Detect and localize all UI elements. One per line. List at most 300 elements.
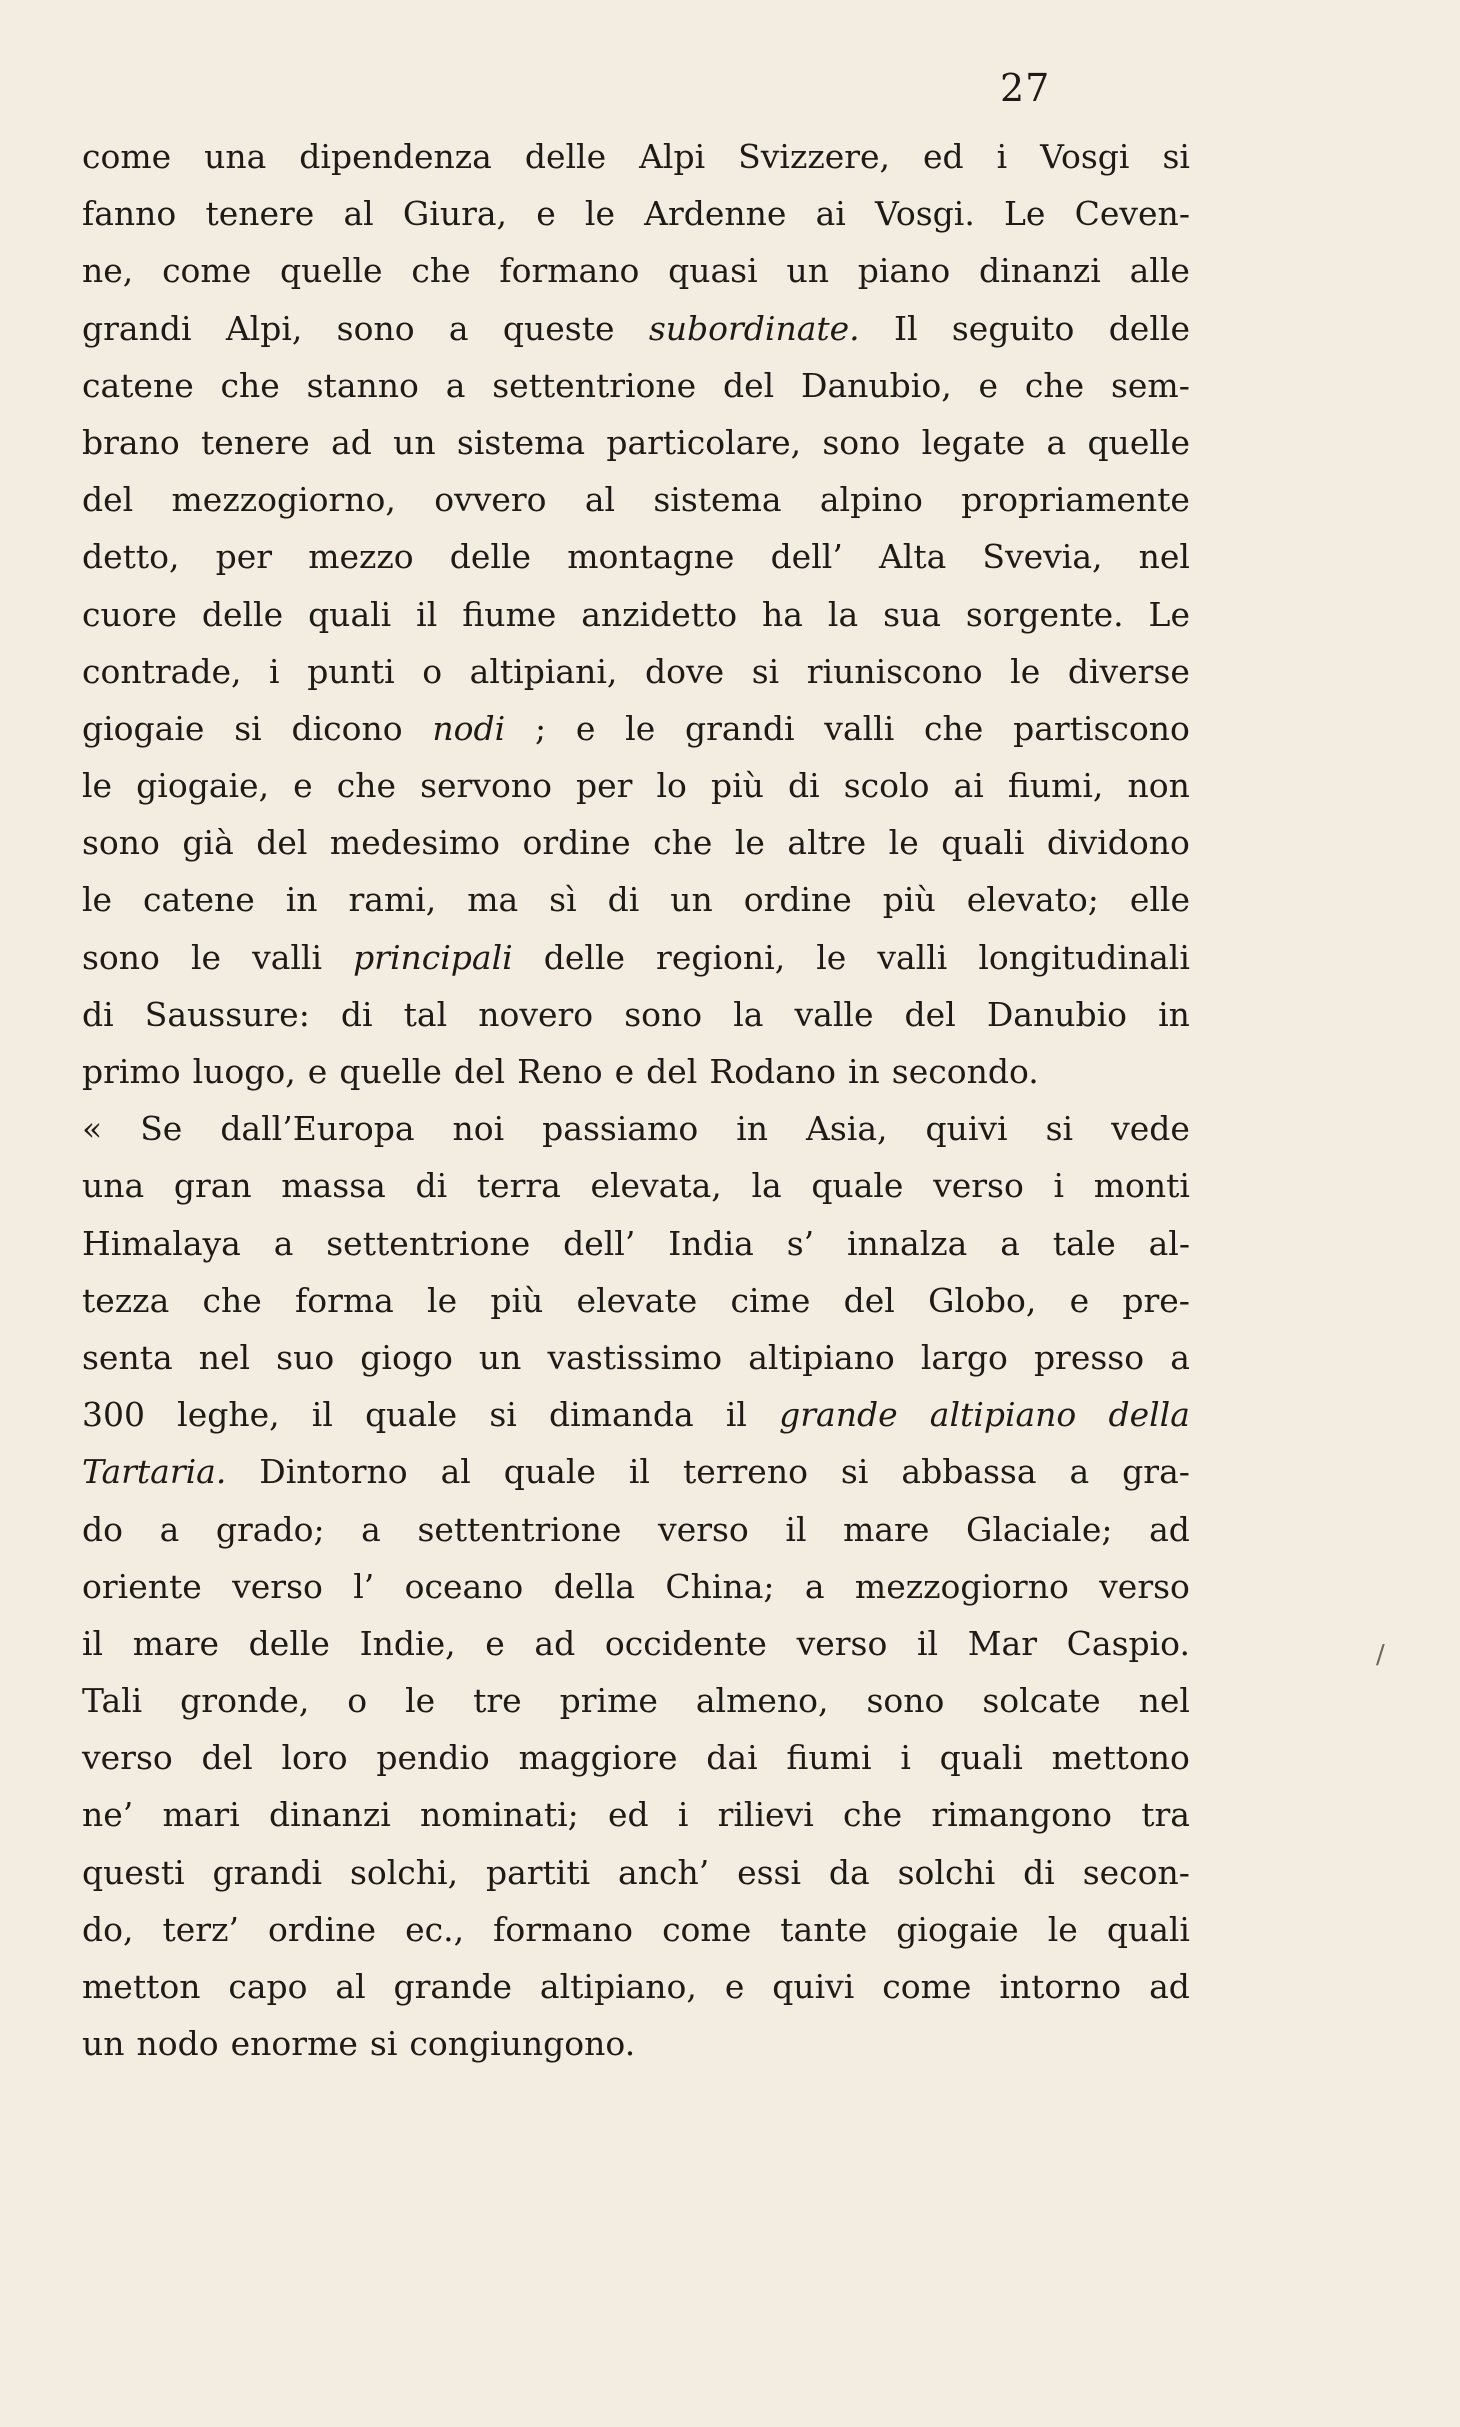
word: Le [1148, 594, 1190, 634]
word: delle [201, 594, 284, 634]
word: mezzo [308, 537, 414, 577]
word: il [725, 1395, 747, 1435]
text-line [82, 814, 1190, 871]
word: Glaciale; [965, 1509, 1113, 1549]
word: solchi, [349, 1852, 459, 1892]
word: gronde, [180, 1681, 310, 1721]
word: un [478, 1337, 522, 1377]
word: si [1045, 1109, 1074, 1149]
word: più [882, 880, 936, 920]
word: sono [82, 937, 160, 977]
word: secondo. [891, 1052, 1039, 1091]
word: solchi [897, 1852, 996, 1892]
word: primo [82, 1052, 181, 1091]
word: a [448, 308, 469, 348]
word: Vosgi [1040, 137, 1130, 176]
word: mare [843, 1509, 930, 1549]
word: e [724, 1967, 745, 2006]
word: quale [811, 1166, 904, 1206]
word: verso [1099, 1566, 1190, 1606]
word: delle [1108, 308, 1190, 348]
word: le [734, 823, 765, 863]
word: pendio [376, 1738, 490, 1778]
word: a [445, 365, 466, 405]
word: grandi [212, 1852, 323, 1892]
word: longitudinali [978, 937, 1190, 977]
word: Tali [82, 1681, 143, 1721]
text-line [82, 1329, 1190, 1386]
text-line [82, 929, 1190, 986]
word: Se [140, 1109, 183, 1149]
word: quasi [668, 251, 758, 291]
text-line [82, 1901, 1190, 1958]
word: una [82, 1166, 145, 1206]
word: che [653, 823, 713, 863]
word: giogaie [896, 1909, 1019, 1949]
word: pre- [1122, 1280, 1190, 1320]
word: ad [534, 1623, 576, 1663]
word: quivi [925, 1109, 1008, 1149]
word: Alpi [639, 137, 706, 176]
word: elevato; [966, 880, 1099, 920]
word: quivi [772, 1967, 855, 2006]
word: quelle [339, 1052, 442, 1091]
word: come [662, 1909, 752, 1949]
word: la [827, 594, 859, 634]
word: metton [82, 1967, 201, 2006]
word: punti [307, 651, 395, 691]
word: del [723, 365, 775, 405]
word: che [202, 1280, 262, 1320]
word: scolo [843, 766, 930, 806]
word: giogaie [82, 708, 205, 748]
word: terreno [682, 1452, 808, 1492]
word: Svevia, [982, 537, 1103, 577]
word: i [1053, 1166, 1065, 1206]
word: alpino [819, 480, 923, 520]
word: un [670, 880, 713, 920]
word: di [340, 994, 373, 1034]
word: luogo, [192, 1052, 296, 1091]
word: della [1108, 1395, 1190, 1435]
word: non [1127, 766, 1190, 806]
word: anch’ [618, 1852, 710, 1892]
word: noi [452, 1109, 505, 1149]
word: giogaie, [136, 766, 270, 806]
word: dinanzi [979, 251, 1101, 291]
word: cuore [82, 594, 177, 634]
text-line [82, 1443, 1190, 1500]
word: che [924, 708, 984, 748]
word: sem- [1110, 365, 1190, 405]
word: e [485, 1623, 505, 1663]
word: il [785, 1509, 807, 1549]
word: ne, [82, 251, 134, 291]
word: tenere [200, 422, 310, 462]
text-line [82, 1157, 1190, 1214]
text-line [82, 1672, 1190, 1729]
word: le [888, 823, 919, 863]
text-line [82, 1386, 1190, 1443]
word: ordine [267, 1909, 377, 1949]
word: sono [624, 994, 703, 1034]
word: formano [499, 251, 640, 291]
word: leghe, [177, 1395, 280, 1435]
word: del [201, 1738, 253, 1778]
word: diverse [1067, 651, 1190, 691]
text-line [82, 586, 1190, 643]
word: essi [737, 1852, 802, 1892]
word: si [751, 651, 780, 691]
word: largo [920, 1337, 1008, 1377]
word: Giura, [402, 194, 508, 234]
word: altipiano [748, 1337, 895, 1377]
word: partiti [485, 1852, 591, 1892]
word: verso [933, 1166, 1024, 1206]
word: Danubio [986, 994, 1128, 1034]
word: di [82, 994, 114, 1034]
word: dell’ [770, 537, 843, 577]
text-line [82, 1043, 1190, 1100]
word: 300 [82, 1395, 145, 1435]
word: ed [607, 1795, 649, 1835]
word: servono [420, 766, 552, 806]
word: e [536, 194, 556, 234]
word: del [453, 1052, 506, 1091]
word: a [361, 1509, 381, 1549]
word: che [842, 1795, 903, 1835]
word: dipendenza [299, 137, 492, 176]
word: contrade, [82, 651, 242, 691]
word: le [1047, 1909, 1078, 1949]
word: più [490, 1280, 544, 1320]
word: valli [824, 708, 895, 748]
word: detto, [82, 537, 180, 577]
word: di [1023, 1852, 1055, 1892]
word: dall’Europa [220, 1109, 415, 1149]
word: le [1010, 651, 1041, 691]
word: occidente [604, 1623, 767, 1663]
word: riuniscono [806, 651, 983, 691]
text-line [82, 871, 1190, 928]
word: s’ [786, 1223, 815, 1263]
word: mezzogiorno, [171, 480, 396, 520]
word: verso [796, 1623, 888, 1663]
word: mezzogiorno [854, 1566, 1069, 1606]
word: monti [1093, 1166, 1190, 1206]
word: nel [1138, 1681, 1190, 1721]
word: il [416, 594, 438, 634]
word: ne’ [82, 1795, 134, 1835]
word: nominati; [419, 1795, 579, 1835]
text-line [82, 643, 1190, 700]
word: medesimo [329, 823, 501, 863]
word: del [82, 480, 134, 520]
text-line [82, 2015, 1190, 2072]
word: i [996, 137, 1008, 176]
word: giogo [360, 1337, 453, 1377]
word: dimanda [549, 1395, 694, 1435]
word: do, [82, 1909, 134, 1949]
word: gra- [1122, 1452, 1190, 1492]
word: formano [493, 1909, 634, 1949]
word: tezza [82, 1280, 170, 1320]
word: che [411, 251, 471, 291]
word: di [415, 1166, 448, 1206]
word: ad [1149, 1509, 1190, 1549]
word: ; [534, 708, 547, 748]
word: enorme [230, 2024, 358, 2064]
word: ovvero [434, 480, 547, 520]
word: forma [294, 1280, 394, 1320]
word: Svizzere, [738, 137, 891, 176]
text-line [82, 986, 1190, 1043]
word: innalza [846, 1223, 968, 1263]
word: Tartaria. [82, 1452, 227, 1492]
word: quali [939, 1738, 1023, 1778]
word: sono [866, 1681, 945, 1721]
word: elevate [576, 1280, 698, 1320]
word: Alta [878, 537, 947, 577]
word: partiscono [1013, 708, 1190, 748]
word: ha [762, 594, 803, 634]
text-line [82, 185, 1190, 242]
word: quali [308, 594, 392, 634]
word: congiungono. [409, 2024, 636, 2064]
word: massa [281, 1166, 386, 1206]
word: altre [787, 823, 867, 863]
word: in [736, 1109, 769, 1149]
word: grado; [215, 1509, 325, 1549]
word: ordine [522, 823, 631, 863]
word: come [82, 137, 172, 176]
word: elle [1129, 880, 1190, 920]
word: delle [543, 937, 626, 977]
word: catene [82, 365, 194, 405]
word: rimangono [931, 1795, 1113, 1835]
word: al [440, 1452, 471, 1492]
word: i [677, 1795, 689, 1835]
word: fiumi [786, 1738, 872, 1778]
text-line [82, 1272, 1190, 1329]
word: un [82, 2024, 125, 2064]
word: subordinate. [648, 308, 860, 348]
text-line [82, 471, 1190, 528]
word: China; [665, 1566, 775, 1606]
word: dell’ [563, 1223, 636, 1263]
word: altipiani, [469, 651, 618, 691]
text-line [82, 357, 1190, 414]
word: mettono [1051, 1738, 1190, 1778]
word: si [1162, 137, 1190, 176]
text-line [82, 1615, 1190, 1672]
word: do [82, 1509, 123, 1549]
word: Indie, [359, 1623, 456, 1663]
word: a [1069, 1452, 1090, 1492]
word: si [234, 708, 262, 748]
word: tenere [205, 194, 315, 234]
word: tre [473, 1681, 522, 1721]
word: Himalaya [82, 1223, 241, 1263]
word: prime [559, 1681, 658, 1721]
word: legate [921, 422, 1026, 462]
word: grande [779, 1395, 898, 1435]
word: quali [1106, 1909, 1190, 1949]
word: il [917, 1623, 939, 1663]
word: già [182, 823, 234, 863]
word: le [584, 194, 615, 234]
word: al [584, 480, 616, 520]
word: del [256, 823, 308, 863]
text-line [82, 757, 1190, 814]
word: montagne [567, 537, 735, 577]
word: novero [478, 994, 594, 1034]
word: passiamo [542, 1109, 699, 1149]
word: suo [276, 1337, 335, 1377]
word: terra [476, 1166, 561, 1206]
word: settentrione [492, 365, 697, 405]
body-text [82, 128, 1190, 2072]
word: particolare, [606, 422, 802, 462]
word: Danubio, [801, 365, 952, 405]
text-line [82, 528, 1190, 585]
word: in [1158, 994, 1190, 1034]
word: secon- [1082, 1852, 1190, 1892]
word: Globo, [928, 1280, 1037, 1320]
word: propriamente [961, 480, 1190, 520]
word: Alpi, [225, 308, 303, 348]
word: dai [706, 1738, 758, 1778]
text-line [82, 1215, 1190, 1272]
word: Saussure: [144, 994, 310, 1034]
word: almeno, [695, 1681, 829, 1721]
word: e [1069, 1280, 1090, 1320]
word: Reno [517, 1052, 603, 1091]
word: la [751, 1166, 782, 1206]
word: si [369, 2024, 398, 2064]
word: nodo [136, 2024, 219, 2064]
margin-mark: / [1376, 1640, 1385, 1670]
word: fiumi, [1007, 766, 1104, 806]
word: stanno [306, 365, 419, 405]
word: Vosgi. [875, 194, 975, 234]
word: grandi [685, 708, 795, 748]
word: tra [1141, 1795, 1190, 1835]
word: in [847, 1052, 880, 1091]
word: ai [815, 194, 846, 234]
word: mari [162, 1795, 240, 1835]
word: il [82, 1623, 104, 1663]
word: Dintorno [259, 1452, 408, 1492]
text-line [82, 128, 1190, 185]
word: presso [1033, 1337, 1145, 1377]
word: lo [656, 766, 687, 806]
word: solcate [982, 1681, 1101, 1721]
word: e [575, 708, 596, 748]
word: tale [1052, 1223, 1116, 1263]
word: settentrione [326, 1223, 531, 1263]
word: le [405, 1681, 436, 1721]
word: a [159, 1509, 180, 1549]
word: queste [502, 308, 615, 348]
word: catene [143, 880, 255, 920]
word: ec., [405, 1909, 465, 1949]
word: sì [549, 880, 577, 920]
word: di [787, 766, 820, 806]
word: India [668, 1223, 754, 1263]
word: grande [393, 1967, 513, 2006]
text-line [82, 1100, 1190, 1157]
word: a [804, 1566, 825, 1606]
text-line [82, 700, 1190, 757]
word: valle [794, 994, 874, 1034]
word: per [576, 766, 633, 806]
word: un [786, 251, 829, 291]
word: valli [252, 937, 323, 977]
word: altipiano [929, 1395, 1077, 1435]
word: e [307, 1052, 328, 1091]
word: capo [228, 1967, 308, 2006]
word: Caspio. [1066, 1623, 1190, 1663]
word: si [840, 1452, 869, 1492]
word: come [162, 251, 252, 291]
word: tante [780, 1909, 868, 1949]
word: sono [336, 308, 415, 348]
word: sistema [653, 480, 782, 520]
word: delle [248, 1623, 330, 1663]
word: principali [353, 937, 513, 977]
word: elevata, [590, 1166, 722, 1206]
word: della [553, 1566, 636, 1606]
word: sono [82, 823, 160, 863]
text-line [82, 1844, 1190, 1901]
word: grandi [82, 308, 192, 348]
word: a [1000, 1223, 1020, 1263]
word: al [335, 1967, 366, 2006]
word: vede [1111, 1109, 1190, 1149]
word: rami, [348, 880, 437, 920]
word: i [269, 651, 280, 691]
word: brano [82, 422, 180, 462]
word: rilievi [717, 1795, 814, 1835]
text-line [82, 1958, 1190, 2015]
word: anzidetto [581, 594, 738, 634]
word: quali [941, 823, 1025, 863]
word: o [347, 1681, 368, 1721]
word: le [82, 766, 113, 806]
word: del [646, 1052, 698, 1091]
word: a [273, 1223, 294, 1263]
word: « [82, 1109, 103, 1149]
word: ordine [743, 880, 852, 920]
word: si [489, 1395, 517, 1435]
word: delle [524, 137, 607, 176]
word: del [904, 994, 956, 1034]
word: gran [173, 1166, 252, 1206]
page-number: 27 [1000, 66, 1051, 110]
word: al- [1148, 1223, 1190, 1263]
word: sono [822, 422, 901, 462]
word: al [343, 194, 374, 234]
word: quelle [1087, 422, 1190, 462]
text-line [82, 300, 1190, 357]
word: verso [658, 1509, 749, 1549]
word: la [733, 994, 764, 1034]
word: le [82, 880, 113, 920]
word: alle [1129, 251, 1190, 291]
word: a [1170, 1337, 1190, 1377]
word: in [285, 880, 318, 920]
